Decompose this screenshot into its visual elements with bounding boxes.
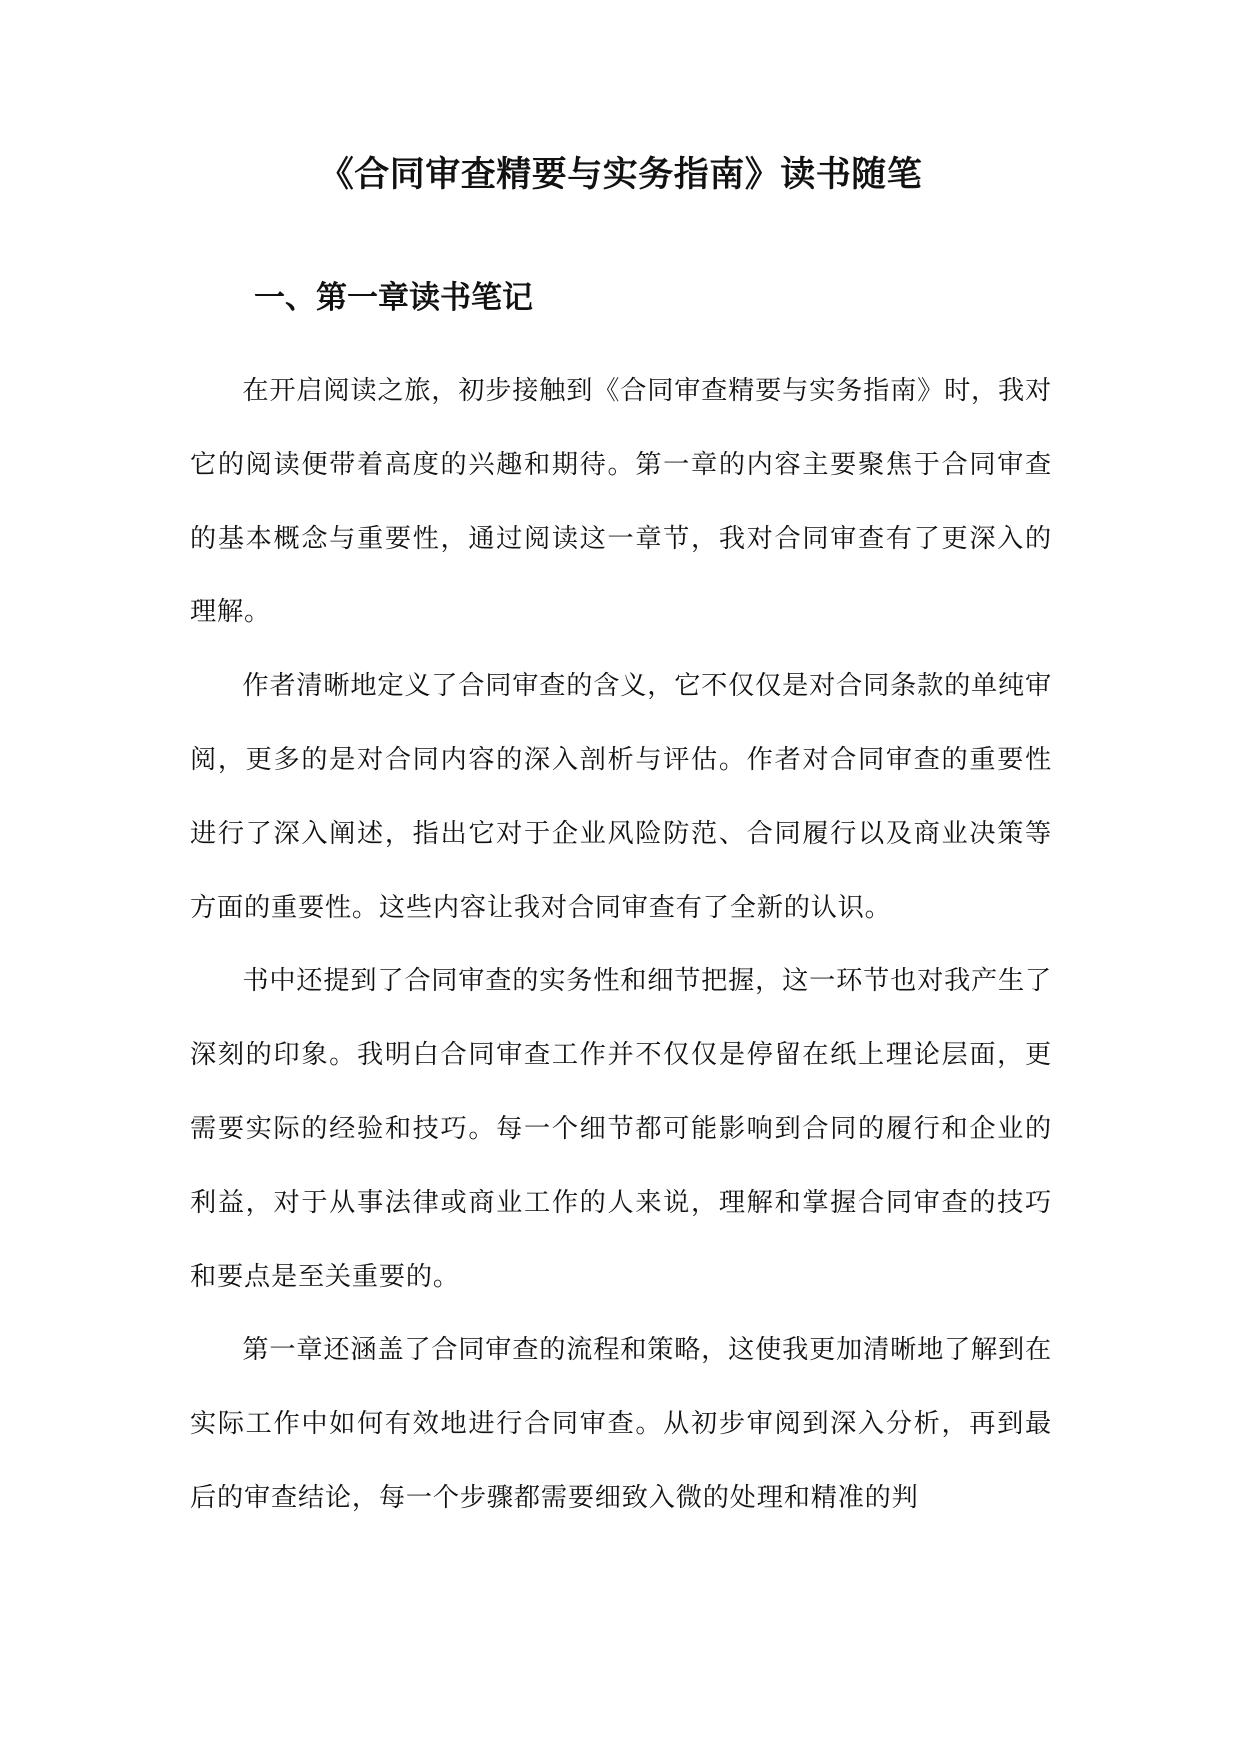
document-title: 《合同审查精要与实务指南》读书随笔 bbox=[318, 154, 923, 195]
section-body bbox=[190, 355, 1052, 1536]
paragraph-3: 书中还提到了合同审查的实务性和细节把握，这一环节也对我产生了深刻的印象。我明白合同审查工作并不仅仅是停留在纸上理论层面，更需要实际的经验和技巧。每一个细节都可能影响到合同的履行和企业的利益，对于从事法律或商业工作的人来说，理解和掌握合同审查的技巧和要点是至关重要的。 bbox=[190, 966, 1053, 1292]
section-heading: 一、第一章读书笔记 bbox=[254, 280, 533, 316]
paragraph-4: 第一章还涵盖了合同审查的流程和策略，这使我更加清晰地了解到在实际工作中如何有效地进行合同审查。从初步审阅到深入分析，再到最后的审查结论，每一个步骤都需要细致入微的处理和精准的判 bbox=[190, 1335, 1053, 1513]
paragraph-2: 作者清晰地定义了合同审查的含义，它不仅仅是对合同条款的单纯审阅，更多的是对合同内容的深入剖析与评估。作者对合同审查的重要性进行了深入阐述，指出它对于企业风险防范、合同履行以及商业决策等方面的重要性。这些内容让我对合同审查有了全新的认识。 bbox=[190, 671, 1053, 923]
paragraph-1: 在开启阅读之旅，初步接触到《合同审查精要与实务指南》时，我对它的阅读便带着高度的兴趣和期待。第一章的内容主要聚焦于合同审查的基本概念与重要性，通过阅读这一章节，我对合同审查有了更深入的理解。 bbox=[190, 376, 1053, 628]
